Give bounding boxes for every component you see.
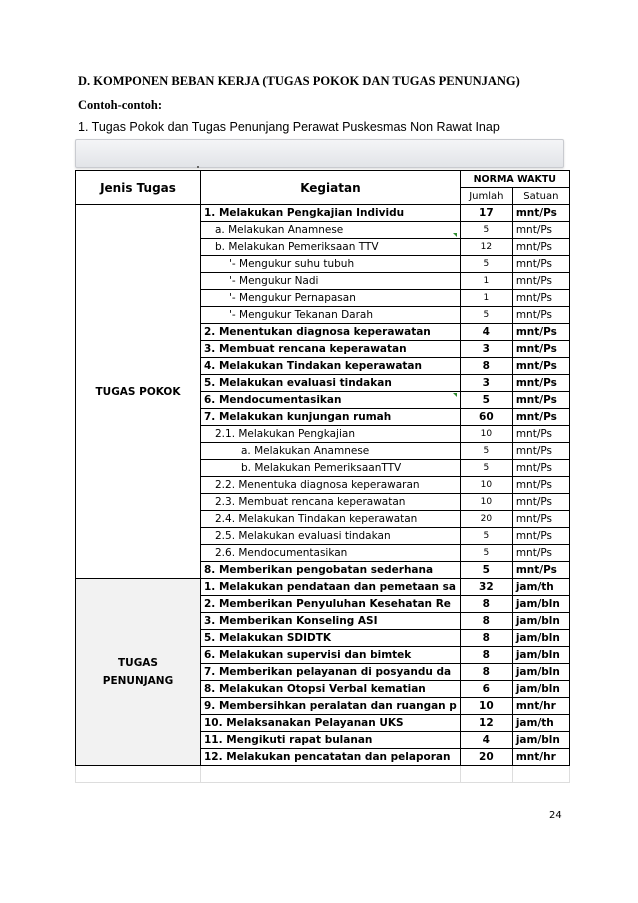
jumlah-cell: 5 (460, 562, 512, 579)
satuan-cell: jam/th (512, 579, 569, 596)
satuan-cell: mnt/Ps (512, 239, 569, 256)
jumlah-cell: 60 (460, 409, 512, 426)
satuan-cell: mnt/Ps (512, 528, 569, 545)
satuan-cell: mnt/Ps (512, 494, 569, 511)
activity-cell: 2.5. Melakukan evaluasi tindakan (201, 528, 461, 545)
workload-table-body (76, 171, 570, 783)
col-jumlah: Jumlah (460, 188, 512, 205)
satuan-cell: jam/bln (512, 681, 569, 698)
col-satuan: Satuan (512, 188, 569, 205)
jumlah-cell: 5 (460, 545, 512, 562)
empty-cell (76, 766, 201, 783)
jumlah-cell: 5 (460, 256, 512, 273)
jumlah-cell: 20 (460, 511, 512, 528)
activity-cell: 3. Memberikan Konseling ASI (201, 613, 461, 630)
empty-cell (201, 766, 461, 783)
satuan-cell: jam/bln (512, 664, 569, 681)
satuan-cell: mnt/Ps (512, 409, 569, 426)
jumlah-cell: 17 (460, 205, 512, 222)
satuan-cell: mnt/Ps (512, 341, 569, 358)
satuan-cell: mnt/hr (512, 698, 569, 715)
satuan-cell: mnt/Ps (512, 256, 569, 273)
activity-cell: 4. Melakukan Tindakan keperawatan (201, 358, 461, 375)
jumlah-cell: 4 (460, 324, 512, 341)
jumlah-cell: 5 (460, 443, 512, 460)
satuan-cell: mnt/Ps (512, 392, 569, 409)
activity-cell: 8. Melakukan Otopsi Verbal kematian (201, 681, 461, 698)
comment-flag-icon (453, 233, 457, 237)
page-number: 24 (549, 810, 562, 821)
table-title-bar (75, 139, 564, 168)
jumlah-cell: 20 (460, 749, 512, 766)
satuan-cell: jam/bln (512, 596, 569, 613)
jumlah-cell: 6 (460, 681, 512, 698)
group-tugas-penunjang: TUGAS PENUNJANG (76, 579, 201, 766)
jumlah-cell: 8 (460, 647, 512, 664)
activity-cell: '- Mengukur suhu tubuh (201, 256, 461, 273)
col-norma-waktu: NORMA WAKTU (460, 171, 569, 188)
satuan-cell: jam/bln (512, 630, 569, 647)
jumlah-cell: 32 (460, 579, 512, 596)
comment-flag-icon (453, 393, 457, 397)
satuan-cell: mnt/Ps (512, 290, 569, 307)
satuan-cell: jam/bln (512, 647, 569, 664)
activity-cell: 3. Membuat rencana keperawatan (201, 341, 461, 358)
activity-cell: 7. Melakukan kunjungan rumah (201, 409, 461, 426)
jumlah-cell: 5 (460, 222, 512, 239)
table-row (76, 579, 570, 596)
activity-cell: 2.2. Menentuka diagnosa keperawaran (201, 477, 461, 494)
jumlah-cell: 5 (460, 392, 512, 409)
satuan-cell: jam/bln (512, 732, 569, 749)
satuan-cell: jam/bln (512, 613, 569, 630)
activity-cell: 11. Mengikuti rapat bulanan (201, 732, 461, 749)
activity-cell: 1. Melakukan Pengkajian Individu (201, 205, 461, 222)
activity-cell: 1. Melakukan pendataan dan pemetaan sa (201, 579, 461, 596)
satuan-cell: mnt/Ps (512, 324, 569, 341)
jumlah-cell: 8 (460, 664, 512, 681)
jumlah-cell: 12 (460, 715, 512, 732)
activity-cell: 8. Memberikan pengobatan sederhana (201, 562, 461, 579)
activity-cell: 2.1. Melakukan Pengkajian (201, 426, 461, 443)
jumlah-cell: 4 (460, 732, 512, 749)
activity-cell: a. Melakukan Anamnese (201, 222, 461, 239)
satuan-cell: mnt/Ps (512, 273, 569, 290)
jumlah-cell: 8 (460, 596, 512, 613)
activity-cell: 12. Melakukan pencatatan dan pelaporan (201, 749, 461, 766)
satuan-cell: jam/th (512, 715, 569, 732)
jumlah-cell: 5 (460, 460, 512, 477)
jumlah-cell: 8 (460, 630, 512, 647)
jumlah-cell: 5 (460, 307, 512, 324)
jumlah-cell: 5 (460, 528, 512, 545)
jumlah-cell: 3 (460, 375, 512, 392)
col-jenis-tugas: Jenis Tugas (76, 171, 201, 205)
activity-cell: 10. Melaksanakan Pelayanan UKS (201, 715, 461, 732)
satuan-cell: mnt/Ps (512, 358, 569, 375)
activity-cell: 2.6. Mendocumentasikan (201, 545, 461, 562)
workload-table (75, 170, 570, 783)
activity-cell: a. Melakukan Anamnese (201, 443, 461, 460)
jumlah-cell: 1 (460, 273, 512, 290)
jumlah-cell: 10 (460, 477, 512, 494)
group-tugas-pokok: TUGAS POKOK (76, 205, 201, 579)
col-kegiatan: Kegiatan (201, 171, 461, 205)
activity-cell: '- Mengukur Tekanan Darah (201, 307, 461, 324)
jumlah-cell: 8 (460, 358, 512, 375)
satuan-cell: mnt/Ps (512, 307, 569, 324)
satuan-cell: mnt/Ps (512, 222, 569, 239)
satuan-cell: mnt/Ps (512, 545, 569, 562)
activity-cell: 2. Memberikan Penyuluhan Kesehatan Re (201, 596, 461, 613)
activity-cell: 7. Memberikan pelayanan di posyandu da (201, 664, 461, 681)
activity-cell: 5. Melakukan evaluasi tindakan (201, 375, 461, 392)
jumlah-cell: 1 (460, 290, 512, 307)
jumlah-cell: 10 (460, 494, 512, 511)
activity-cell: b. Melakukan Pemeriksaan TTV (201, 239, 461, 256)
activity-cell: b. Melakukan PemeriksaanTTV (201, 460, 461, 477)
table-intro: 1. Tugas Pokok dan Tugas Penunjang Perawat Puskesmas Non Rawat Inap (78, 120, 500, 134)
jumlah-cell: 8 (460, 613, 512, 630)
satuan-cell: mnt/Ps (512, 375, 569, 392)
table-row (76, 205, 570, 222)
jumlah-cell: 10 (460, 426, 512, 443)
activity-cell: 6. Mendocumentasikan (201, 392, 461, 409)
jumlah-cell: 12 (460, 239, 512, 256)
activity-cell: 2.4. Melakukan Tindakan keperawatan (201, 511, 461, 528)
examples-label: Contoh-contoh: (78, 98, 163, 112)
activity-cell: '- Mengukur Pernapasan (201, 290, 461, 307)
activity-cell: 2.3. Membuat rencana keperawatan (201, 494, 461, 511)
satuan-cell: mnt/Ps (512, 426, 569, 443)
jumlah-cell: 10 (460, 698, 512, 715)
section-heading: D. KOMPONEN BEBAN KERJA (TUGAS POKOK DAN TUGAS PENUNJANG) (78, 74, 520, 88)
empty-cell (512, 766, 569, 783)
satuan-cell: mnt/hr (512, 749, 569, 766)
satuan-cell: mnt/Ps (512, 562, 569, 579)
activity-cell: 5. Melakukan SDIDTK (201, 630, 461, 647)
activity-cell: 2. Menentukan diagnosa keperawatan (201, 324, 461, 341)
empty-row (76, 766, 570, 783)
activity-cell: '- Mengukur Nadi (201, 273, 461, 290)
jumlah-cell: 3 (460, 341, 512, 358)
activity-cell: 6. Melakukan supervisi dan bimtek (201, 647, 461, 664)
satuan-cell: mnt/Ps (512, 511, 569, 528)
satuan-cell: mnt/Ps (512, 205, 569, 222)
satuan-cell: mnt/Ps (512, 477, 569, 494)
satuan-cell: mnt/Ps (512, 460, 569, 477)
empty-cell (460, 766, 512, 783)
satuan-cell: mnt/Ps (512, 443, 569, 460)
cell-marker (197, 166, 199, 168)
activity-cell: 9. Membersihkan peralatan dan ruangan p (201, 698, 461, 715)
header-row-1 (76, 171, 570, 188)
